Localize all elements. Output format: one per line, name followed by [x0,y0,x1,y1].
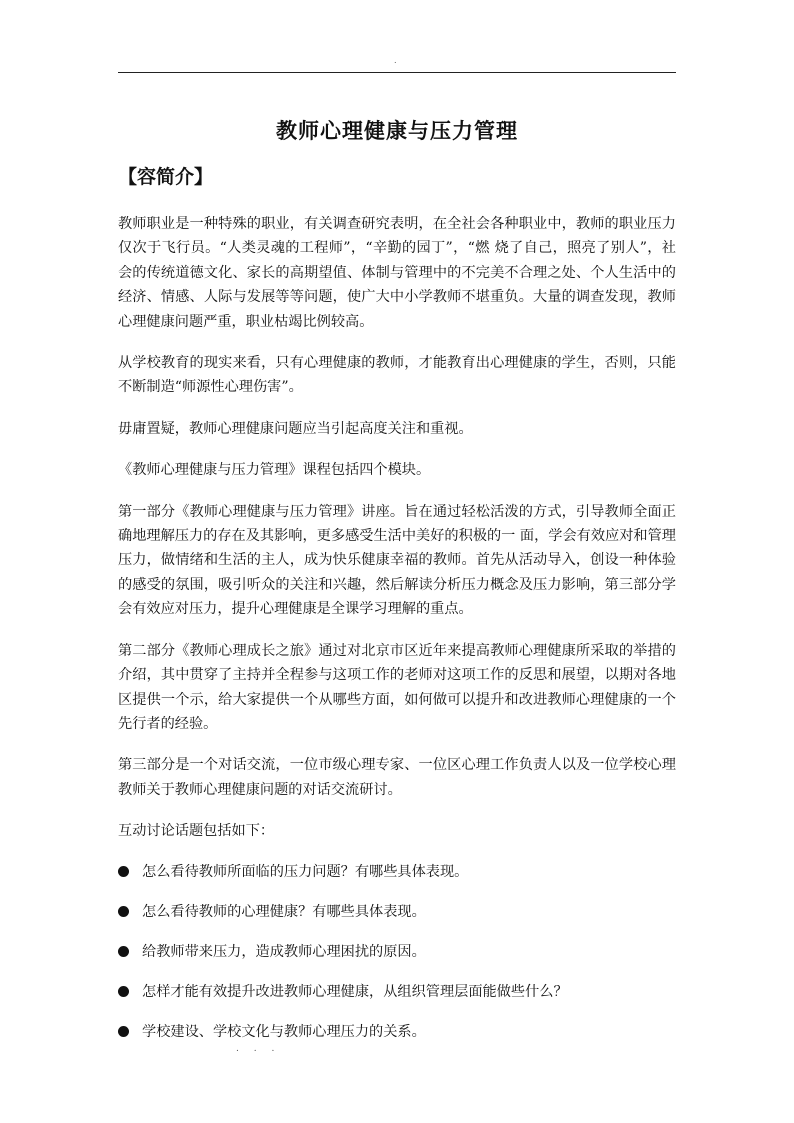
list-item [118,1020,676,1044]
bullet-icon [118,1026,129,1037]
list-item-text: 怎样才能有效提升改进教师心理健康，从组织管理层面能做些什么？ [142,983,568,1000]
document-body [118,212,676,1060]
paragraph-part-three: 第三部分是一个对话交流，一位市级心理专家、一位区心理工作负责人以及一位学校心理教师关于教师心理健康问题的对话交流研讨。 [118,757,676,798]
paragraph-part-two: 第二部分《教师心理成长之旅》通过对北京市区近年来提高教师心理健康所采取的举措的介绍，其中贯穿了主持并全程参与这项工作的老师对这项工作的反思和展望，以期对各地区提供一个示，给大家提供一个从哪些方面，如何做可以提升和改进教师心理健康的一个先行者的经验。 [118,642,676,732]
paragraph-attention: 毋庸置疑，教师心理健康问题应当引起高度关注和重视。 [118,420,473,437]
list-item-text: 怎么看待教师的心理健康？有哪些具体表现。 [142,903,426,920]
footer-dots: . . . [236,1044,281,1054]
paragraph-school-reality: 从学校教育的现实来看，只有心理健康的教师，才能教育出心理健康的学生，否则，只能不断制造“师源性心理伤害”。 [118,355,676,396]
paragraph-intro: 教师职业是一种特殊的职业，有关调查研究表明，在全社会各种职业中，教师的职业压力仅次于飞行员。“人类灵魂的工程师”，“辛勤的园丁”，“燃 烧了自己，照亮了别人”，社会的传统道德文化、家长的高期望值、体制与管理中的不完美不合理之处、个人生活中的经济、情感、人际与发展等等问题，使广大中小学教师不堪重负。大量的调查发现，教师心理健康问题严重，职业枯竭比例较高。 [118,216,676,330]
section-heading: 【容简介】 [118,166,214,188]
list-item [118,940,676,964]
list-item [118,900,676,924]
bullet-icon [118,906,129,917]
topic-list [118,860,676,1044]
bullet-icon [118,866,129,877]
document-title: 教师心理健康与压力管理 [276,118,518,144]
paragraph-topics-intro: 互动讨论话题包括如下： [118,823,275,840]
list-item-text: 怎么看待教师所面临的压力问题？有哪些具体表现。 [142,863,469,880]
list-item [118,980,676,1004]
paragraph-part-one: 第一部分《教师心理健康与压力管理》讲座。旨在通过轻松活泼的方式，引导教师全面正确地理解压力的存在及其影响，更多感受生活中美好的积极的一 面，学会有效应对和管理压力，做情绪和生活的主人，成为快乐健康幸福的教师。首先从活动导入，创设一种体验的感受的氛围，吸引听众的关注和兴趣，然后解读分析压力概念及压力影响，第三部分学会有效应对压力，提升心理健康是全课学习理解的重点。 [118,503,676,618]
list-item [118,860,676,884]
bullet-icon [118,946,129,957]
paragraph-modules: 《教师心理健康与压力管理》课程包括四个模块。 [118,462,431,479]
header-dot: . [394,56,397,65]
list-item-text: 给教师带来压力，造成教师心理困扰的原因。 [142,943,426,960]
bullet-icon [118,986,129,997]
list-item-text: 学校建设、学校文化与教师心理压力的关系。 [142,1023,426,1040]
header-rule [118,72,676,73]
